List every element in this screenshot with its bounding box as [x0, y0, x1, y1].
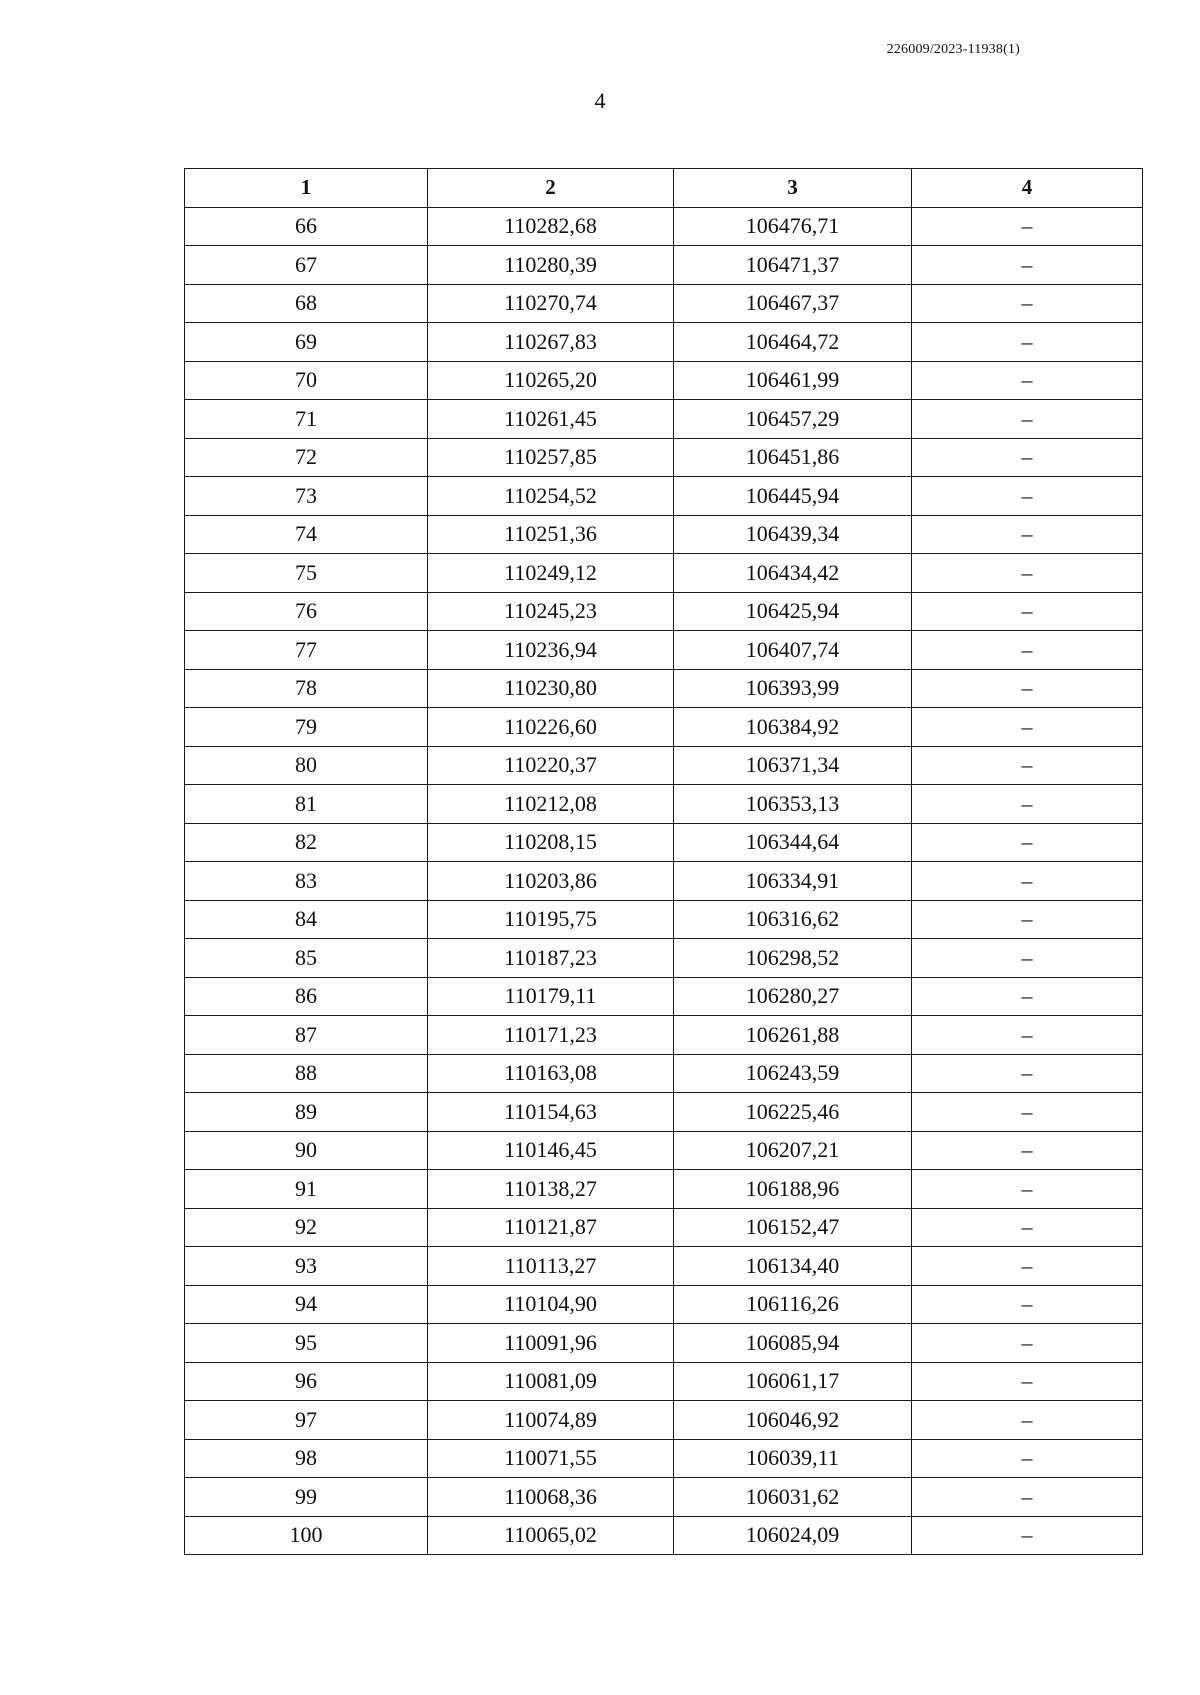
note-cell: – [912, 1439, 1143, 1478]
table-row [185, 708, 1143, 747]
coordinate-y-cell: 106134,40 [674, 1247, 912, 1286]
table-row [185, 900, 1143, 939]
table-row [185, 823, 1143, 862]
note-cell: – [912, 1401, 1143, 1440]
coordinate-y-cell: 106046,92 [674, 1401, 912, 1440]
coordinate-y-cell: 106031,62 [674, 1478, 912, 1517]
note-cell: – [912, 1478, 1143, 1517]
table-row [185, 1170, 1143, 1209]
coordinate-y-cell: 106280,27 [674, 977, 912, 1016]
table-row [185, 1362, 1143, 1401]
coordinate-x-cell: 110074,89 [428, 1401, 674, 1440]
point-number-cell: 84 [185, 900, 428, 939]
column-header-1: 1 [185, 169, 428, 208]
coordinate-x-cell: 110282,68 [428, 207, 674, 246]
point-number-cell: 92 [185, 1208, 428, 1247]
note-cell: – [912, 1324, 1143, 1363]
note-cell: – [912, 708, 1143, 747]
column-header-4: 4 [912, 169, 1143, 208]
point-number-cell: 94 [185, 1285, 428, 1324]
coordinate-x-cell: 110270,74 [428, 284, 674, 323]
coordinate-y-cell: 106471,37 [674, 246, 912, 285]
point-number-cell: 71 [185, 400, 428, 439]
table-row [185, 1324, 1143, 1363]
coordinate-y-cell: 106476,71 [674, 207, 912, 246]
table-row [185, 1439, 1143, 1478]
coordinate-y-cell: 106116,26 [674, 1285, 912, 1324]
table-row [185, 1016, 1143, 1055]
coordinate-y-cell: 106384,92 [674, 708, 912, 747]
table-body [185, 207, 1143, 1555]
coordinate-y-cell: 106152,47 [674, 1208, 912, 1247]
coordinate-x-cell: 110257,85 [428, 438, 674, 477]
header-row [185, 169, 1143, 208]
coordinate-y-cell: 106434,42 [674, 554, 912, 593]
coordinate-x-cell: 110249,12 [428, 554, 674, 593]
note-cell: – [912, 284, 1143, 323]
point-number-cell: 90 [185, 1131, 428, 1170]
table-row [185, 862, 1143, 901]
table-row [185, 1054, 1143, 1093]
coordinate-y-cell: 106261,88 [674, 1016, 912, 1055]
coordinate-x-cell: 110226,60 [428, 708, 674, 747]
point-number-cell: 81 [185, 785, 428, 824]
coordinate-y-cell: 106207,21 [674, 1131, 912, 1170]
note-cell: – [912, 862, 1143, 901]
note-cell: – [912, 400, 1143, 439]
coordinate-y-cell: 106243,59 [674, 1054, 912, 1093]
note-cell: – [912, 631, 1143, 670]
note-cell: – [912, 1054, 1143, 1093]
point-number-cell: 74 [185, 515, 428, 554]
point-number-cell: 73 [185, 477, 428, 516]
note-cell: – [912, 592, 1143, 631]
coordinate-x-cell: 110261,45 [428, 400, 674, 439]
table-row [185, 1285, 1143, 1324]
coordinate-x-cell: 110104,90 [428, 1285, 674, 1324]
point-number-cell: 80 [185, 746, 428, 785]
coordinate-y-cell: 106353,13 [674, 785, 912, 824]
point-number-cell: 82 [185, 823, 428, 862]
note-cell: – [912, 1131, 1143, 1170]
coordinate-y-cell: 106225,46 [674, 1093, 912, 1132]
coordinate-y-cell: 106407,74 [674, 631, 912, 670]
table-row [185, 1093, 1143, 1132]
point-number-cell: 98 [185, 1439, 428, 1478]
coordinate-y-cell: 106188,96 [674, 1170, 912, 1209]
table-row [185, 592, 1143, 631]
coordinate-x-cell: 110068,36 [428, 1478, 674, 1517]
coordinate-y-cell: 106451,86 [674, 438, 912, 477]
coordinate-x-cell: 110220,37 [428, 746, 674, 785]
page-number: 4 [594, 88, 606, 113]
table-row [185, 477, 1143, 516]
note-cell: – [912, 669, 1143, 708]
coordinate-x-cell: 110254,52 [428, 477, 674, 516]
table-row [185, 631, 1143, 670]
coordinate-x-cell: 110154,63 [428, 1093, 674, 1132]
note-cell: – [912, 1362, 1143, 1401]
table-row [185, 1131, 1143, 1170]
note-cell: – [912, 1170, 1143, 1209]
coordinate-x-cell: 110146,45 [428, 1131, 674, 1170]
note-cell: – [912, 515, 1143, 554]
coordinate-x-cell: 110236,94 [428, 631, 674, 670]
note-cell: – [912, 1516, 1143, 1555]
coordinate-x-cell: 110091,96 [428, 1324, 674, 1363]
note-cell: – [912, 207, 1143, 246]
table-row [185, 939, 1143, 978]
note-cell: – [912, 246, 1143, 285]
coordinate-y-cell: 106039,11 [674, 1439, 912, 1478]
table-row [185, 1401, 1143, 1440]
point-number-cell: 99 [185, 1478, 428, 1517]
table-row [185, 1247, 1143, 1286]
table-row [185, 1478, 1143, 1517]
coordinate-x-cell: 110187,23 [428, 939, 674, 978]
note-cell: – [912, 1247, 1143, 1286]
coordinate-x-cell: 110179,11 [428, 977, 674, 1016]
coordinate-x-cell: 110208,15 [428, 823, 674, 862]
coordinate-y-cell: 106425,94 [674, 592, 912, 631]
note-cell: – [912, 900, 1143, 939]
note-cell: – [912, 438, 1143, 477]
point-number-cell: 69 [185, 323, 428, 362]
coordinate-y-cell: 106464,72 [674, 323, 912, 362]
coordinate-y-cell: 106457,29 [674, 400, 912, 439]
coordinate-y-cell: 106298,52 [674, 939, 912, 978]
point-number-cell: 83 [185, 862, 428, 901]
note-cell: – [912, 823, 1143, 862]
coordinate-x-cell: 110081,09 [428, 1362, 674, 1401]
note-cell: – [912, 1285, 1143, 1324]
coordinate-x-cell: 110251,36 [428, 515, 674, 554]
coordinate-x-cell: 110230,80 [428, 669, 674, 708]
coordinate-x-cell: 110280,39 [428, 246, 674, 285]
coordinate-y-cell: 106024,09 [674, 1516, 912, 1555]
note-cell: – [912, 785, 1143, 824]
coordinate-x-cell: 110113,27 [428, 1247, 674, 1286]
coordinate-x-cell: 110212,08 [428, 785, 674, 824]
point-number-cell: 89 [185, 1093, 428, 1132]
point-number-cell: 86 [185, 977, 428, 1016]
table-row [185, 207, 1143, 246]
note-cell: – [912, 1093, 1143, 1132]
coordinate-y-cell: 106393,99 [674, 669, 912, 708]
point-number-cell: 95 [185, 1324, 428, 1363]
coordinate-x-cell: 110163,08 [428, 1054, 674, 1093]
point-number-cell: 72 [185, 438, 428, 477]
coordinate-x-cell: 110171,23 [428, 1016, 674, 1055]
point-number-cell: 76 [185, 592, 428, 631]
point-number-cell: 93 [185, 1247, 428, 1286]
note-cell: – [912, 977, 1143, 1016]
table-row [185, 1516, 1143, 1555]
coordinate-x-cell: 110065,02 [428, 1516, 674, 1555]
note-cell: – [912, 323, 1143, 362]
point-number-cell: 70 [185, 361, 428, 400]
note-cell: – [912, 939, 1143, 978]
document-number: 226009/2023-11938(1) [886, 42, 1020, 57]
point-number-cell: 67 [185, 246, 428, 285]
note-cell: – [912, 554, 1143, 593]
coordinate-y-cell: 106461,99 [674, 361, 912, 400]
note-cell: – [912, 746, 1143, 785]
point-number-cell: 77 [185, 631, 428, 670]
table-row [185, 515, 1143, 554]
point-number-cell: 96 [185, 1362, 428, 1401]
point-number-cell: 88 [185, 1054, 428, 1093]
point-number-cell: 75 [185, 554, 428, 593]
table-row [185, 438, 1143, 477]
table-row [185, 361, 1143, 400]
coordinate-x-cell: 110265,20 [428, 361, 674, 400]
table-row [185, 323, 1143, 362]
point-number-cell: 79 [185, 708, 428, 747]
coordinate-y-cell: 106371,34 [674, 746, 912, 785]
table-row [185, 284, 1143, 323]
note-cell: – [912, 1016, 1143, 1055]
point-number-cell: 87 [185, 1016, 428, 1055]
table-row [185, 977, 1143, 1016]
coordinate-x-cell: 110245,23 [428, 592, 674, 631]
point-number-cell: 66 [185, 207, 428, 246]
point-number-cell: 100 [185, 1516, 428, 1555]
coordinate-x-cell: 110195,75 [428, 900, 674, 939]
table-row [185, 746, 1143, 785]
coordinate-y-cell: 106085,94 [674, 1324, 912, 1363]
note-cell: – [912, 477, 1143, 516]
note-cell: – [912, 1208, 1143, 1247]
point-number-cell: 91 [185, 1170, 428, 1209]
table-row [185, 554, 1143, 593]
coordinate-x-cell: 110203,86 [428, 862, 674, 901]
table-row [185, 246, 1143, 285]
coordinate-y-cell: 106334,91 [674, 862, 912, 901]
coordinates-table [184, 168, 1143, 1555]
coordinate-y-cell: 106061,17 [674, 1362, 912, 1401]
coordinate-y-cell: 106445,94 [674, 477, 912, 516]
table-row [185, 1208, 1143, 1247]
table-row [185, 785, 1143, 824]
point-number-cell: 85 [185, 939, 428, 978]
table-row [185, 669, 1143, 708]
coordinate-y-cell: 106344,64 [674, 823, 912, 862]
coordinate-x-cell: 110267,83 [428, 323, 674, 362]
table-row [185, 400, 1143, 439]
coordinate-y-cell: 106439,34 [674, 515, 912, 554]
coordinate-x-cell: 110071,55 [428, 1439, 674, 1478]
point-number-cell: 68 [185, 284, 428, 323]
coordinate-x-cell: 110121,87 [428, 1208, 674, 1247]
coordinate-y-cell: 106467,37 [674, 284, 912, 323]
point-number-cell: 97 [185, 1401, 428, 1440]
column-header-3: 3 [674, 169, 912, 208]
point-number-cell: 78 [185, 669, 428, 708]
coordinate-x-cell: 110138,27 [428, 1170, 674, 1209]
coordinate-y-cell: 106316,62 [674, 900, 912, 939]
table-header [185, 169, 1143, 208]
column-header-2: 2 [428, 169, 674, 208]
note-cell: – [912, 361, 1143, 400]
